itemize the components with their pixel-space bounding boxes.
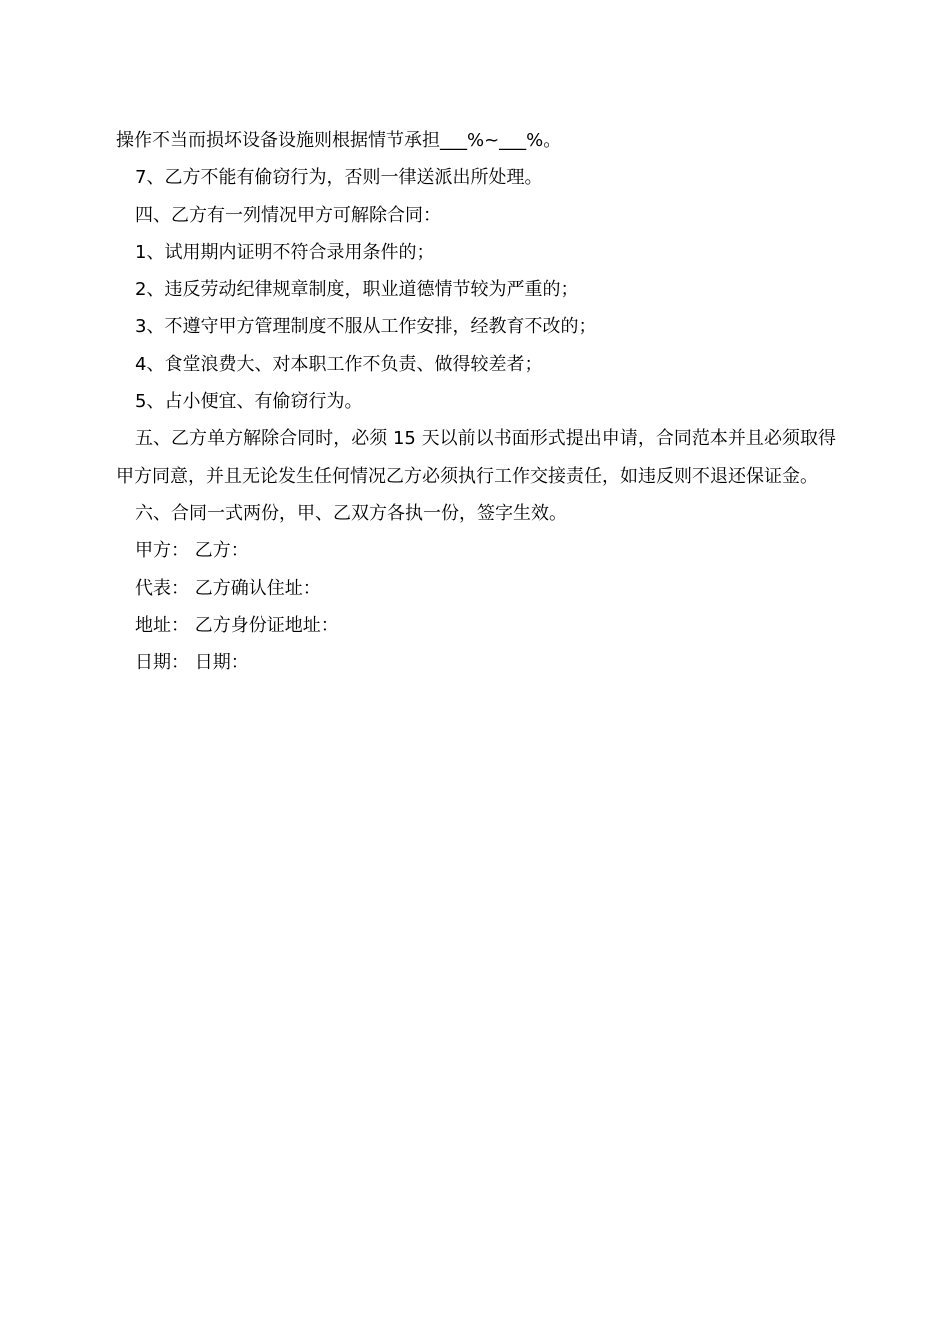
signature-row-representative bbox=[116, 570, 836, 607]
termination-item-2: 2、违反劳动纪律规章制度，职业道德情节较为严重的； bbox=[135, 279, 579, 301]
date-a-label: 日期： bbox=[135, 652, 189, 674]
clause-6-paragraph: 六、合同一式两份，甲、乙双方各执一份，签字生效。 bbox=[135, 502, 567, 524]
representative-label: 代表： bbox=[135, 577, 189, 599]
termination-item-1: 1、试用期内证明不符合录用条件的； bbox=[135, 241, 435, 263]
signature-row-parties bbox=[116, 532, 836, 569]
signature-row-date bbox=[116, 644, 836, 681]
party-b-address-confirm-label: 乙方确认住址： bbox=[194, 577, 321, 599]
party-a-label: 甲方： bbox=[135, 540, 189, 562]
party-b-label: 乙方： bbox=[194, 540, 249, 562]
clause-7-theft: 7、乙方不能有偷窃行为，否则一律送派出所处理。 bbox=[135, 167, 543, 189]
signature-row-address bbox=[116, 607, 836, 644]
contract-body bbox=[116, 122, 836, 681]
address-label: 地址： bbox=[135, 614, 189, 636]
date-b-label: 日期： bbox=[194, 652, 249, 674]
termination-item-3: 3、不遵守甲方管理制度不服从工作安排，经教育不改的； bbox=[135, 316, 597, 338]
termination-item-5: 5、占小便宜、有偷窃行为。 bbox=[135, 391, 363, 413]
party-b-id-address-label: 乙方身份证地址： bbox=[194, 614, 339, 636]
clause-5-paragraph: 五、乙方单方解除合同时，必须 15 天以前以书面形式提出申请，合同范本并且必须取得甲方同意，并且无论发生任何情况乙方必须执行工作交接责任，如违反则不退还保证金。 bbox=[116, 428, 836, 487]
section-4-heading: 四、乙方有一列情况甲方可解除合同： bbox=[135, 204, 441, 226]
termination-item-4: 4、食堂浪费大、对本职工作不负责、做得较差者； bbox=[135, 353, 543, 375]
damage-liability-line: 操作不当而损坏设备设施则根据情节承担___%~___%。 bbox=[116, 130, 562, 151]
